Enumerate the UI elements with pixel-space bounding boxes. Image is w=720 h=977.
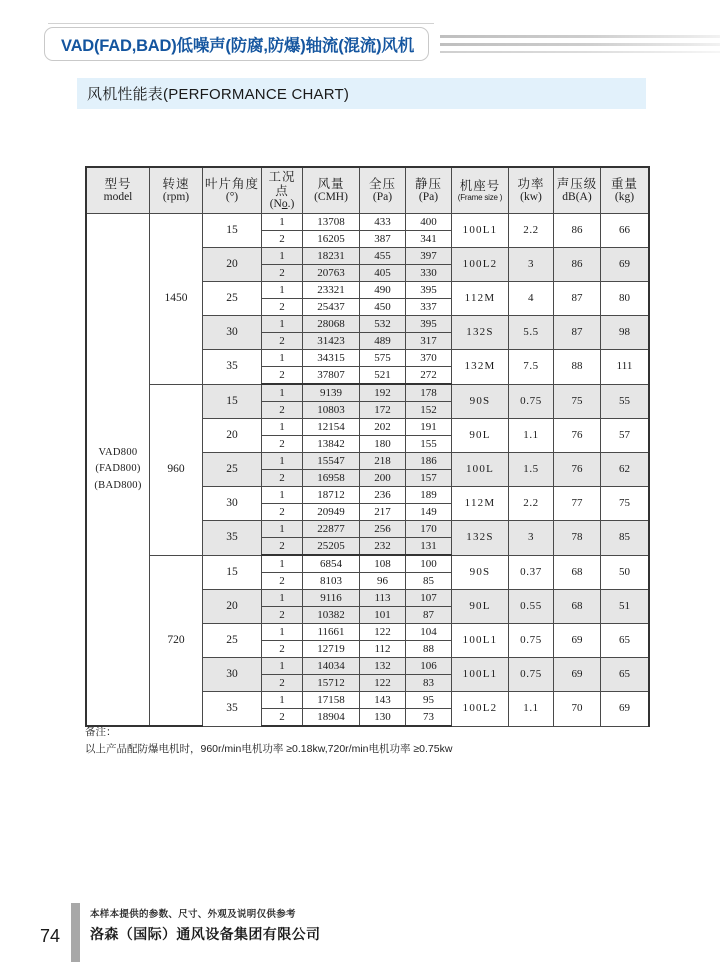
frame-size-cell: 100L1: [452, 214, 509, 248]
footnote-line-2: 以上产品配防爆电机时，960r/min电机功率 ≥0.18kw,720r/min电机功率 ≥0.75kw: [85, 742, 453, 755]
page-title-bar: [44, 27, 704, 63]
column-header-cn: 重量: [610, 176, 638, 191]
static-pressure-cell: 100: [406, 555, 452, 573]
static-pressure-cell: 131: [406, 538, 452, 556]
column-header-en: (Frame size ): [457, 193, 503, 203]
column-header-cn: 风量: [317, 176, 345, 191]
table-header: [86, 167, 649, 214]
operating-point-cell: 2: [262, 538, 303, 556]
frame-size-cell: 100L1: [452, 624, 509, 658]
static-pressure-cell: 370: [406, 350, 452, 367]
sound-pressure-cell: 86: [554, 248, 601, 282]
operating-point-cell: 2: [262, 299, 303, 316]
airflow-cell: 23321: [303, 282, 360, 299]
static-pressure-cell: 83: [406, 675, 452, 692]
total-pressure-cell: 218: [360, 453, 406, 470]
airflow-cell: 8103: [303, 573, 360, 590]
total-pressure-cell: 455: [360, 248, 406, 265]
column-header-cn: 声压级: [556, 176, 598, 191]
column-header-en: (°): [225, 191, 239, 204]
operating-point-cell: 2: [262, 436, 303, 453]
operating-point-cell: 2: [262, 470, 303, 487]
page-title: VAD(FAD,BAD)低噪声(防腐,防爆)轴流(混流)风机: [61, 37, 414, 55]
blade-angle-cell: 15: [203, 555, 262, 590]
frame-size-cell: 132M: [452, 350, 509, 385]
sound-pressure-cell: 68: [554, 555, 601, 590]
model-cell: [86, 214, 150, 727]
blade-angle-cell: 30: [203, 658, 262, 692]
power-cell: 0.75: [509, 658, 554, 692]
operating-point-cell: 1: [262, 692, 303, 709]
operating-point-cell: 1: [262, 624, 303, 641]
airflow-cell: 9139: [303, 384, 360, 402]
airflow-cell: 11661: [303, 624, 360, 641]
operating-point-cell: 1: [262, 384, 303, 402]
static-pressure-cell: 337: [406, 299, 452, 316]
column-header-3: [203, 167, 262, 214]
operating-point-cell: 1: [262, 248, 303, 265]
total-pressure-cell: 113: [360, 590, 406, 607]
airflow-cell: 9116: [303, 590, 360, 607]
static-pressure-cell: 397: [406, 248, 452, 265]
frame-size-cell: 90L: [452, 590, 509, 624]
column-header-6: [360, 167, 406, 214]
static-pressure-cell: 186: [406, 453, 452, 470]
weight-cell: 51: [601, 590, 650, 624]
weight-cell: 80: [601, 282, 650, 316]
airflow-cell: 18904: [303, 709, 360, 727]
column-header-2: [150, 167, 203, 214]
blade-angle-cell: 30: [203, 316, 262, 350]
airflow-cell: 10382: [303, 607, 360, 624]
operating-point-cell: 2: [262, 675, 303, 692]
operating-point-cell: 1: [262, 658, 303, 675]
blade-angle-cell: 35: [203, 350, 262, 385]
sound-pressure-cell: 75: [554, 384, 601, 419]
column-header-4: [262, 167, 303, 214]
column-header-en: (rpm): [162, 191, 190, 204]
static-pressure-cell: 152: [406, 402, 452, 419]
weight-cell: 50: [601, 555, 650, 590]
column-header-en: dB(A): [562, 191, 592, 204]
static-pressure-cell: 395: [406, 316, 452, 333]
static-pressure-cell: 88: [406, 641, 452, 658]
weight-cell: 66: [601, 214, 650, 248]
frame-size-cell: 100L2: [452, 692, 509, 727]
sound-pressure-cell: 69: [554, 658, 601, 692]
static-pressure-cell: 155: [406, 436, 452, 453]
blade-angle-cell: 25: [203, 453, 262, 487]
airflow-cell: 25205: [303, 538, 360, 556]
airflow-cell: 31423: [303, 333, 360, 350]
table-footnote: [85, 724, 452, 758]
column-header-7: [406, 167, 452, 214]
page-number: 74: [40, 926, 61, 946]
sound-pressure-cell: 76: [554, 419, 601, 453]
airflow-cell: 20949: [303, 504, 360, 521]
static-pressure-cell: 341: [406, 231, 452, 248]
blade-angle-cell: 35: [203, 521, 262, 556]
static-pressure-cell: 149: [406, 504, 452, 521]
static-pressure-cell: 189: [406, 487, 452, 504]
total-pressure-cell: 132: [360, 658, 406, 675]
blade-angle-cell: 20: [203, 590, 262, 624]
blade-angle-cell: 20: [203, 419, 262, 453]
airflow-cell: 34315: [303, 350, 360, 367]
airflow-cell: 16958: [303, 470, 360, 487]
blade-angle-cell: 35: [203, 692, 262, 727]
weight-cell: 65: [601, 658, 650, 692]
weight-cell: 85: [601, 521, 650, 556]
column-header-cn: 机座号: [459, 178, 501, 193]
power-cell: 1.5: [509, 453, 554, 487]
static-pressure-cell: 106: [406, 658, 452, 675]
operating-point-cell: 2: [262, 504, 303, 521]
table-header-row: [86, 167, 649, 214]
airflow-cell: 22877: [303, 521, 360, 538]
column-header-cn: 工况点: [268, 169, 296, 198]
total-pressure-cell: 575: [360, 350, 406, 367]
total-pressure-cell: 521: [360, 367, 406, 385]
operating-point-cell: 1: [262, 214, 303, 231]
static-pressure-cell: 87: [406, 607, 452, 624]
airflow-cell: 16205: [303, 231, 360, 248]
section-banner-label: 风机性能表(PERFORMANCE CHART): [87, 86, 350, 103]
blade-angle-cell: 25: [203, 282, 262, 316]
frame-size-cell: 100L2: [452, 248, 509, 282]
static-pressure-cell: 178: [406, 384, 452, 402]
weight-cell: 75: [601, 487, 650, 521]
model-line: (BAD800): [94, 479, 142, 491]
weight-cell: 55: [601, 384, 650, 419]
performance-table: [85, 166, 650, 727]
airflow-cell: 18712: [303, 487, 360, 504]
airflow-cell: 10803: [303, 402, 360, 419]
total-pressure-cell: 122: [360, 624, 406, 641]
rpm-cell: 1450: [150, 214, 203, 385]
power-cell: 0.55: [509, 590, 554, 624]
blade-angle-cell: 25: [203, 624, 262, 658]
sound-pressure-cell: 86: [554, 214, 601, 248]
operating-point-cell: 1: [262, 316, 303, 333]
total-pressure-cell: 387: [360, 231, 406, 248]
footer-accent-bar: [71, 903, 80, 962]
table-row: [86, 214, 649, 231]
table-row: [86, 384, 649, 402]
product-title-box: [44, 27, 429, 61]
static-pressure-cell: 107: [406, 590, 452, 607]
power-cell: 4: [509, 282, 554, 316]
frame-size-cell: 132S: [452, 316, 509, 350]
total-pressure-cell: 232: [360, 538, 406, 556]
total-pressure-cell: 96: [360, 573, 406, 590]
top-hairline: [48, 23, 434, 24]
operating-point-cell: 1: [262, 590, 303, 607]
power-cell: 2.2: [509, 214, 554, 248]
total-pressure-cell: 236: [360, 487, 406, 504]
total-pressure-cell: 405: [360, 265, 406, 282]
airflow-cell: 14034: [303, 658, 360, 675]
rpm-cell: 720: [150, 555, 203, 726]
power-cell: 7.5: [509, 350, 554, 385]
weight-cell: 98: [601, 316, 650, 350]
total-pressure-cell: 202: [360, 419, 406, 436]
static-pressure-cell: 400: [406, 214, 452, 231]
airflow-cell: 15712: [303, 675, 360, 692]
airflow-cell: 15547: [303, 453, 360, 470]
footer-disclaimer: 本样本提供的参数、尺寸、外观及说明仅供参考: [90, 909, 296, 920]
power-cell: 3: [509, 248, 554, 282]
frame-size-cell: 90L: [452, 419, 509, 453]
total-pressure-cell: 200: [360, 470, 406, 487]
weight-cell: 62: [601, 453, 650, 487]
static-pressure-cell: 395: [406, 282, 452, 299]
total-pressure-cell: 112: [360, 641, 406, 658]
airflow-cell: 17158: [303, 692, 360, 709]
sound-pressure-cell: 87: [554, 316, 601, 350]
weight-cell: 69: [601, 248, 650, 282]
table-body: [86, 214, 649, 727]
column-header-10: [554, 167, 601, 214]
column-header-5: [303, 167, 360, 214]
operating-point-cell: 1: [262, 419, 303, 436]
total-pressure-cell: 172: [360, 402, 406, 419]
frame-size-cell: 100L: [452, 453, 509, 487]
column-header-cn: 全压: [368, 176, 396, 191]
total-pressure-cell: 217: [360, 504, 406, 521]
airflow-cell: 18231: [303, 248, 360, 265]
operating-point-cell: 2: [262, 231, 303, 248]
sound-pressure-cell: 68: [554, 590, 601, 624]
column-header-cn: 静压: [414, 176, 442, 191]
static-pressure-cell: 104: [406, 624, 452, 641]
power-cell: 2.2: [509, 487, 554, 521]
power-cell: 0.37: [509, 555, 554, 590]
sound-pressure-cell: 87: [554, 282, 601, 316]
total-pressure-cell: 108: [360, 555, 406, 573]
column-header-cn: 转速: [162, 176, 190, 191]
total-pressure-cell: 143: [360, 692, 406, 709]
static-pressure-cell: 170: [406, 521, 452, 538]
static-pressure-cell: 330: [406, 265, 452, 282]
title-decoration-lines: [440, 32, 720, 58]
weight-cell: 57: [601, 419, 650, 453]
column-header-en: model: [103, 191, 133, 204]
total-pressure-cell: 433: [360, 214, 406, 231]
operating-point-cell: 2: [262, 641, 303, 658]
column-header-en: (CMH): [314, 191, 348, 204]
column-header-cn: 功率: [517, 176, 545, 191]
total-pressure-cell: 180: [360, 436, 406, 453]
decoration-line-2: [440, 43, 720, 46]
column-header-9: [509, 167, 554, 214]
operating-point-cell: 1: [262, 555, 303, 573]
column-header-en: (No.): [269, 198, 295, 211]
operating-point-cell: 1: [262, 521, 303, 538]
airflow-cell: 37807: [303, 367, 360, 385]
operating-point-cell: 2: [262, 265, 303, 282]
frame-size-cell: 100L1: [452, 658, 509, 692]
model-line: VAD800: [98, 447, 138, 459]
operating-point-cell: 2: [262, 709, 303, 727]
static-pressure-cell: 191: [406, 419, 452, 436]
airflow-cell: 12719: [303, 641, 360, 658]
static-pressure-cell: 73: [406, 709, 452, 727]
power-cell: 3: [509, 521, 554, 556]
airflow-cell: 13708: [303, 214, 360, 231]
airflow-cell: 20763: [303, 265, 360, 282]
weight-cell: 69: [601, 692, 650, 727]
blade-angle-cell: 20: [203, 248, 262, 282]
table-row: [86, 555, 649, 573]
frame-size-cell: 132S: [452, 521, 509, 556]
frame-size-cell: 90S: [452, 384, 509, 419]
operating-point-cell: 2: [262, 607, 303, 624]
static-pressure-cell: 85: [406, 573, 452, 590]
airflow-cell: 13842: [303, 436, 360, 453]
power-cell: 0.75: [509, 384, 554, 419]
frame-size-cell: 112M: [452, 487, 509, 521]
column-header-en: (kg): [614, 191, 635, 204]
operating-point-cell: 1: [262, 350, 303, 367]
sound-pressure-cell: 78: [554, 521, 601, 556]
sound-pressure-cell: 76: [554, 453, 601, 487]
section-banner: [77, 78, 646, 109]
column-header-cn: 型号: [104, 176, 132, 191]
footnote-line-1: 备注：: [85, 726, 117, 738]
sound-pressure-cell: 88: [554, 350, 601, 385]
column-header-en: (Pa): [372, 191, 393, 204]
airflow-cell: 25437: [303, 299, 360, 316]
sound-pressure-cell: 69: [554, 624, 601, 658]
total-pressure-cell: 532: [360, 316, 406, 333]
power-cell: 5.5: [509, 316, 554, 350]
decoration-line-1: [440, 35, 720, 38]
power-cell: 1.1: [509, 692, 554, 727]
footer-company-name: 洛森（国际）通风设备集团有限公司: [90, 926, 321, 942]
sound-pressure-cell: 70: [554, 692, 601, 727]
column-header-1: [86, 167, 150, 214]
frame-size-cell: 90S: [452, 555, 509, 590]
static-pressure-cell: 95: [406, 692, 452, 709]
operating-point-cell: 2: [262, 402, 303, 419]
total-pressure-cell: 130: [360, 709, 406, 727]
blade-angle-cell: 30: [203, 487, 262, 521]
column-header-en: (kw): [520, 191, 542, 204]
column-header-en: (Pa): [418, 191, 439, 204]
airflow-cell: 12154: [303, 419, 360, 436]
model-line: (FAD800): [95, 463, 141, 475]
operating-point-cell: 1: [262, 453, 303, 470]
power-cell: 0.75: [509, 624, 554, 658]
column-header-cn: 叶片角度: [204, 176, 259, 191]
blade-angle-cell: 15: [203, 214, 262, 248]
total-pressure-cell: 101: [360, 607, 406, 624]
airflow-cell: 6854: [303, 555, 360, 573]
page-footer: [40, 900, 540, 962]
blade-angle-cell: 15: [203, 384, 262, 419]
total-pressure-cell: 122: [360, 675, 406, 692]
rpm-cell: 960: [150, 384, 203, 555]
column-header-11: [601, 167, 650, 214]
operating-point-cell: 2: [262, 333, 303, 350]
weight-cell: 65: [601, 624, 650, 658]
static-pressure-cell: 272: [406, 367, 452, 385]
sound-pressure-cell: 77: [554, 487, 601, 521]
weight-cell: 111: [601, 350, 650, 385]
total-pressure-cell: 256: [360, 521, 406, 538]
static-pressure-cell: 157: [406, 470, 452, 487]
operating-point-cell: 1: [262, 282, 303, 299]
decoration-line-3: [440, 51, 720, 53]
total-pressure-cell: 490: [360, 282, 406, 299]
total-pressure-cell: 489: [360, 333, 406, 350]
total-pressure-cell: 192: [360, 384, 406, 402]
power-cell: 1.1: [509, 419, 554, 453]
operating-point-cell: 1: [262, 487, 303, 504]
operating-point-cell: 2: [262, 367, 303, 385]
static-pressure-cell: 317: [406, 333, 452, 350]
airflow-cell: 28068: [303, 316, 360, 333]
operating-point-cell: 2: [262, 573, 303, 590]
column-header-8: [452, 167, 509, 214]
frame-size-cell: 112M: [452, 282, 509, 316]
total-pressure-cell: 450: [360, 299, 406, 316]
